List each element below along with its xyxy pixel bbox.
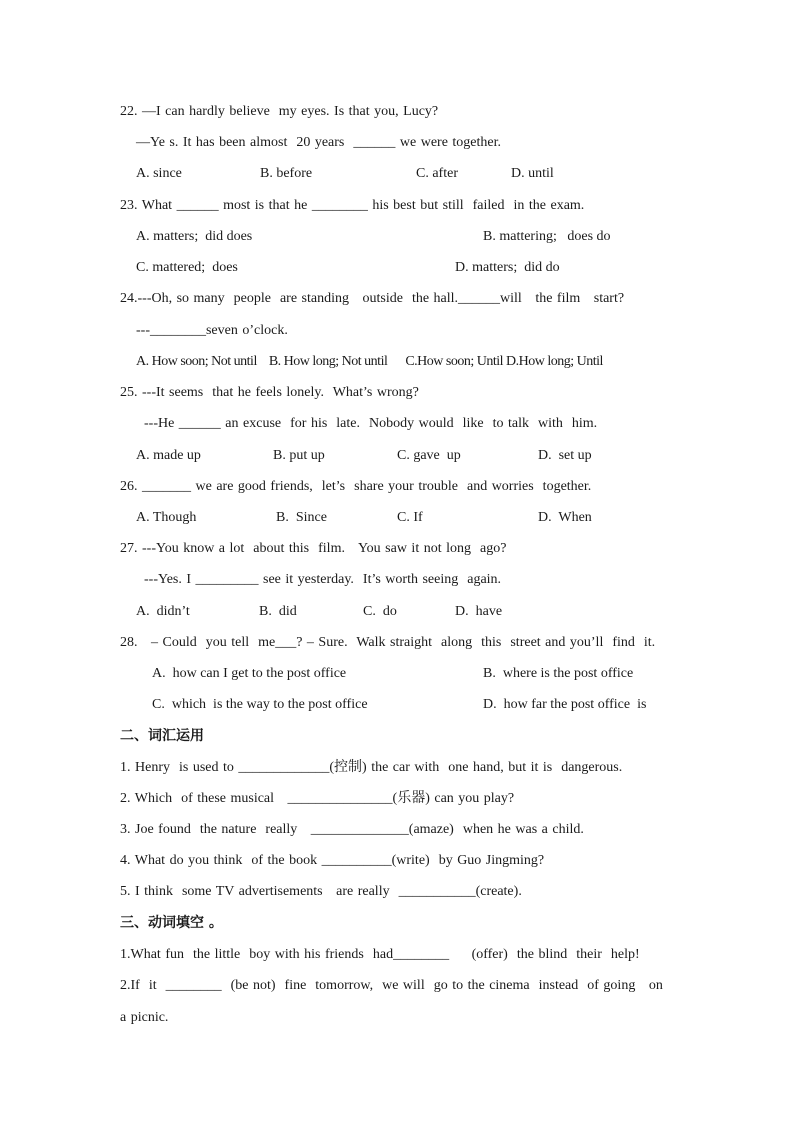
- question-26-option-b: B. Since: [276, 510, 327, 525]
- question-23-stem: 23. What ______ most is that he ________ his best but still failed in the exam.: [120, 198, 585, 213]
- question-25-option-d: D. set up: [538, 448, 592, 463]
- question-24-reply: ---________seven o’clock.: [136, 323, 288, 338]
- question-26-option-a: A. Though: [136, 510, 197, 525]
- section-2-heading: 二、词汇运用: [120, 728, 204, 744]
- question-23-option-c: C. mattered; does: [136, 260, 238, 275]
- question-27-stem: 27. ---You know a lot about this film. You saw it not long ago?: [120, 541, 507, 556]
- question-27-option-b: B. did: [259, 604, 297, 619]
- question-27-option-c: C. do: [363, 604, 397, 619]
- section-2-item-1: 1. Henry is used to _____________(控制) the car with one hand, but it is dangerous.: [120, 760, 623, 775]
- question-22-option-a: A. since: [136, 166, 182, 181]
- question-25-stem: 25. ---It seems that he feels lonely. What’s wrong?: [120, 385, 419, 400]
- question-22-option-c: C. after: [416, 166, 458, 181]
- question-22-reply: —Ye s. It has been almost 20 years ______ we were together.: [136, 135, 502, 150]
- question-26-stem: 26. _______ we are good friends, let’s share your trouble and worries together.: [120, 479, 592, 494]
- question-26-option-c: C. If: [397, 510, 423, 525]
- question-28-option-d: D. how far the post office is: [483, 697, 647, 712]
- section-3-item-2-continued: a picnic.: [120, 1010, 169, 1025]
- question-25-option-b: B. put up: [273, 448, 325, 463]
- question-22-option-b: B. before: [260, 166, 313, 181]
- section-3-heading: 三、动词填空 。: [120, 915, 223, 931]
- section-3-item-2: 2.If it ________ (be not) fine tomorrow, we will go to the cinema instead of going on: [120, 978, 663, 993]
- question-28-option-a: A. how can I get to the post office: [152, 666, 347, 681]
- question-27-option-a: A. didn’t: [136, 604, 190, 619]
- question-28-option-c: C. which is the way to the post office: [152, 697, 368, 712]
- section-3-item-1: 1.What fun the little boy with his friends had________ (offer) the blind their help!: [120, 947, 640, 962]
- section-2-item-2: 2. Which of these musical _______________(乐器) can you play?: [120, 791, 515, 806]
- question-28-option-b: B. where is the post office: [483, 666, 634, 681]
- question-24-options: A. How soon; Not until B. How long; Not until C.How soon; Until D.How long; Until: [136, 354, 603, 369]
- section-2-item-5: 5. I think some TV advertisements are really ___________(create).: [120, 884, 522, 899]
- section-2-item-3: 3. Joe found the nature really ______________(amaze) when he was a child.: [120, 822, 584, 837]
- question-23-option-a: A. matters; did does: [136, 229, 253, 244]
- question-22-stem: 22. —I can hardly believe my eyes. Is that you, Lucy?: [120, 104, 439, 119]
- question-23-option-d: D. matters; did do: [455, 260, 560, 275]
- question-25-option-c: C. gave up: [397, 448, 461, 463]
- question-27-option-d: D. have: [455, 604, 503, 619]
- question-24-stem: 24.---Oh, so many people are standing outside the hall.______will the film start?: [120, 291, 625, 306]
- question-28-stem: 28. – Could you tell me___? – Sure. Walk straight along this street and you’ll find it.: [120, 635, 656, 650]
- question-25-option-a: A. made up: [136, 448, 201, 463]
- question-25-reply: ---He ______ an excuse for his late. Nobody would like to talk with him.: [144, 416, 598, 431]
- question-26-option-d: D. When: [538, 510, 592, 525]
- question-27-reply: ---Yes. I _________ see it yesterday. It’s worth seeing again.: [144, 572, 502, 587]
- question-22-option-d: D. until: [511, 166, 554, 181]
- section-2-item-4: 4. What do you think of the book __________(write) by Guo Jingming?: [120, 853, 545, 868]
- question-23-option-b: B. mattering; does do: [483, 229, 611, 244]
